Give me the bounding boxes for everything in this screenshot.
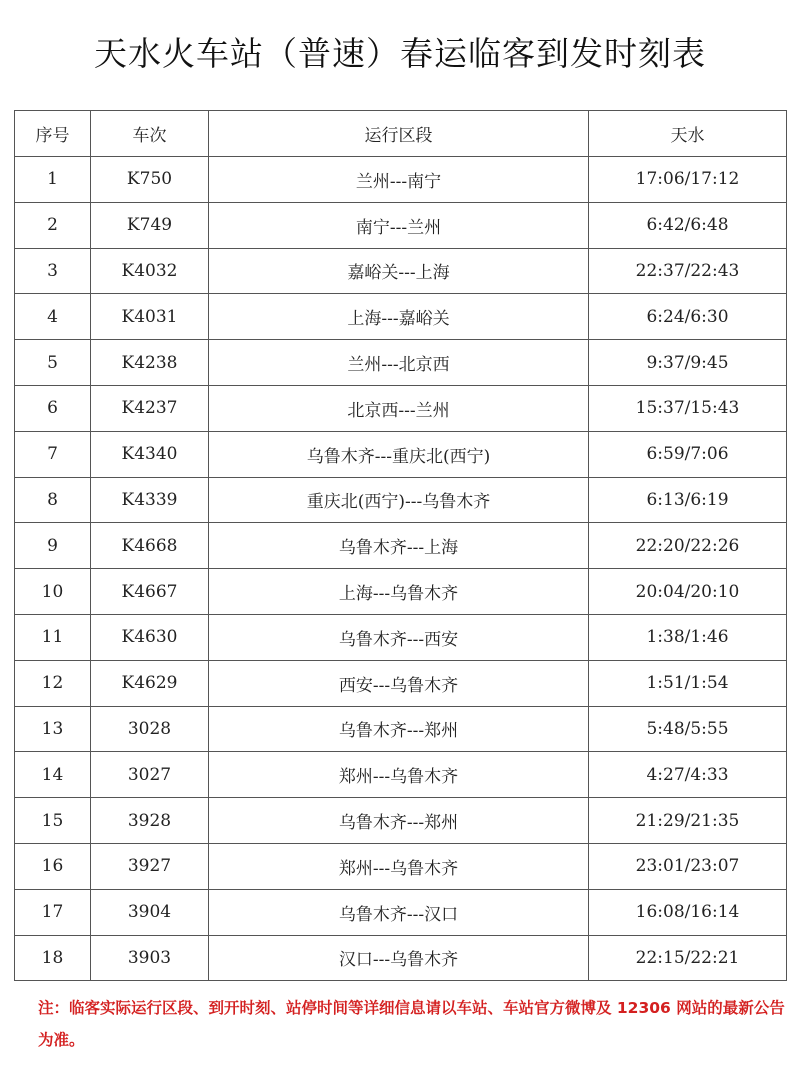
cell-train: K4340 xyxy=(91,431,209,477)
cell-train: K4031 xyxy=(91,294,209,340)
cell-train: K4339 xyxy=(91,477,209,523)
cell-time: 22:37/22:43 xyxy=(589,248,787,294)
cell-train: K4238 xyxy=(91,340,209,386)
cell-route: 上海---嘉峪关 xyxy=(209,294,589,340)
cell-route: 郑州---乌鲁木齐 xyxy=(209,752,589,798)
cell-time: 9:37/9:45 xyxy=(589,340,787,386)
cell-no: 10 xyxy=(15,569,91,615)
cell-no: 7 xyxy=(15,431,91,477)
cell-train: K4630 xyxy=(91,614,209,660)
cell-no: 17 xyxy=(15,889,91,935)
cell-route: 嘉峪关---上海 xyxy=(209,248,589,294)
table-row xyxy=(15,889,787,935)
footnote: 注：临客实际运行区段、到开时刻、站停时间等详细信息请以车站、车站官方微博及 12306 网站的最新公告为准。 xyxy=(38,999,785,1049)
timetable xyxy=(14,110,787,981)
cell-train: 3027 xyxy=(91,752,209,798)
cell-route: 乌鲁木齐---重庆北(西宁) xyxy=(209,431,589,477)
cell-time: 17:06/17:12 xyxy=(589,157,787,203)
table-header-row xyxy=(15,111,787,157)
cell-route: 乌鲁木齐---西安 xyxy=(209,614,589,660)
cell-time: 20:04/20:10 xyxy=(589,569,787,615)
table-row xyxy=(15,569,787,615)
cell-route: 乌鲁木齐---汉口 xyxy=(209,889,589,935)
header-route: 运行区段 xyxy=(209,111,589,157)
cell-route: 上海---乌鲁木齐 xyxy=(209,569,589,615)
cell-no: 18 xyxy=(15,935,91,981)
cell-no: 6 xyxy=(15,385,91,431)
cell-time: 21:29/21:35 xyxy=(589,798,787,844)
table-row xyxy=(15,752,787,798)
table-row xyxy=(15,935,787,981)
cell-time: 22:20/22:26 xyxy=(589,523,787,569)
cell-no: 16 xyxy=(15,843,91,889)
cell-time: 1:51/1:54 xyxy=(589,660,787,706)
cell-time: 6:42/6:48 xyxy=(589,202,787,248)
cell-time: 1:38/1:46 xyxy=(589,614,787,660)
table-row xyxy=(15,523,787,569)
cell-train: K4032 xyxy=(91,248,209,294)
cell-train: K4237 xyxy=(91,385,209,431)
cell-no: 5 xyxy=(15,340,91,386)
cell-train: K750 xyxy=(91,157,209,203)
cell-route: 重庆北(西宁)---乌鲁木齐 xyxy=(209,477,589,523)
table-row xyxy=(15,157,787,203)
cell-no: 11 xyxy=(15,614,91,660)
table-row xyxy=(15,798,787,844)
cell-train: K4668 xyxy=(91,523,209,569)
cell-no: 9 xyxy=(15,523,91,569)
cell-no: 14 xyxy=(15,752,91,798)
cell-train: 3904 xyxy=(91,889,209,935)
cell-train: 3927 xyxy=(91,843,209,889)
cell-no: 12 xyxy=(15,660,91,706)
table-row xyxy=(15,477,787,523)
page-title: 天水火车站（普速）春运临客到发时刻表 xyxy=(94,34,706,73)
cell-route: 乌鲁木齐---郑州 xyxy=(209,798,589,844)
cell-no: 4 xyxy=(15,294,91,340)
cell-no: 13 xyxy=(15,706,91,752)
header-no: 序号 xyxy=(15,111,91,157)
cell-time: 5:48/5:55 xyxy=(589,706,787,752)
cell-train: 3028 xyxy=(91,706,209,752)
table-row xyxy=(15,385,787,431)
cell-route: 汉口---乌鲁木齐 xyxy=(209,935,589,981)
table-row xyxy=(15,843,787,889)
cell-route: 郑州---乌鲁木齐 xyxy=(209,843,589,889)
cell-train: K4667 xyxy=(91,569,209,615)
table-row xyxy=(15,294,787,340)
cell-train: 3928 xyxy=(91,798,209,844)
cell-route: 南宁---兰州 xyxy=(209,202,589,248)
table-row xyxy=(15,248,787,294)
header-time: 天水 xyxy=(589,111,787,157)
cell-time: 22:15/22:21 xyxy=(589,935,787,981)
cell-route: 乌鲁木齐---郑州 xyxy=(209,706,589,752)
cell-time: 4:27/4:33 xyxy=(589,752,787,798)
cell-train: K749 xyxy=(91,202,209,248)
cell-no: 2 xyxy=(15,202,91,248)
cell-train: K4629 xyxy=(91,660,209,706)
cell-time: 16:08/16:14 xyxy=(589,889,787,935)
cell-time: 6:24/6:30 xyxy=(589,294,787,340)
cell-time: 6:59/7:06 xyxy=(589,431,787,477)
cell-route: 乌鲁木齐---上海 xyxy=(209,523,589,569)
table-row xyxy=(15,431,787,477)
table-row xyxy=(15,340,787,386)
cell-route: 兰州---南宁 xyxy=(209,157,589,203)
cell-train: 3903 xyxy=(91,935,209,981)
cell-no: 1 xyxy=(15,157,91,203)
cell-time: 23:01/23:07 xyxy=(589,843,787,889)
table-row xyxy=(15,706,787,752)
cell-route: 兰州---北京西 xyxy=(209,340,589,386)
cell-no: 15 xyxy=(15,798,91,844)
cell-time: 15:37/15:43 xyxy=(589,385,787,431)
table-row xyxy=(15,660,787,706)
cell-route: 西安---乌鲁木齐 xyxy=(209,660,589,706)
cell-time: 6:13/6:19 xyxy=(589,477,787,523)
cell-no: 8 xyxy=(15,477,91,523)
cell-no: 3 xyxy=(15,248,91,294)
cell-route: 北京西---兰州 xyxy=(209,385,589,431)
header-train: 车次 xyxy=(91,111,209,157)
table-row xyxy=(15,614,787,660)
table-row xyxy=(15,202,787,248)
